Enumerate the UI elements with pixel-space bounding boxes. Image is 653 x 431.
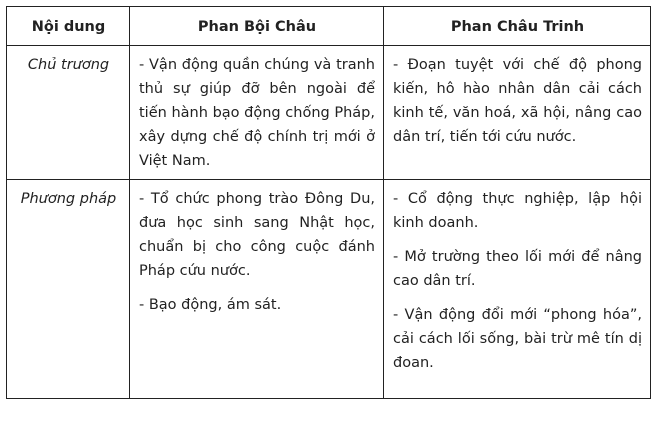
header-content: Nội dung	[7, 7, 130, 46]
cell-text: - Mở trường theo lối mới để nâng cao dân trí.	[393, 249, 642, 289]
cell-pbc-method	[130, 180, 384, 399]
header-phan-chau-trinh: Phan Châu Trinh	[384, 7, 651, 46]
row-label-policy: Chủ trương	[7, 46, 130, 180]
table-row-method	[7, 180, 651, 399]
cell-pct-policy	[384, 46, 651, 180]
cell-pbc-policy	[130, 46, 384, 180]
row-label-method: Phương pháp	[7, 180, 130, 399]
cell-pct-method	[384, 180, 651, 399]
cell-text: - Bạo động, ám sát.	[139, 297, 282, 313]
header-phan-boi-chau: Phan Bội Châu	[130, 7, 384, 46]
table-row-policy	[7, 46, 651, 180]
header-row	[7, 7, 651, 46]
cell-text: - Vận động đổi mới “phong hóa”, cải cách lối sống, bài trừ mê tín dị đoan.	[393, 307, 642, 371]
cell-text: - Đoạn tuyệt với chế độ phong kiến, hô hào nhân dân cải cách kinh tế, văn hoá, xã hội, nâng cao dân trí, tiến tới cứu nước.	[393, 57, 642, 145]
cell-text: - Cổ động thực nghiệp, lập hội kinh doanh.	[393, 191, 642, 231]
cell-text: - Vận động quần chúng và tranh thủ sự giúp đỡ bên ngoài để tiến hành bạo động chống Pháp, xây dựng chế độ chính trị mới ở Việt Nam.	[139, 57, 375, 169]
cell-text: - Tổ chức phong trào Đông Du, đưa học sinh sang Nhật học, chuẩn bị cho công cuộc đánh Pháp cứu nước.	[139, 191, 375, 279]
comparison-table	[6, 6, 651, 399]
